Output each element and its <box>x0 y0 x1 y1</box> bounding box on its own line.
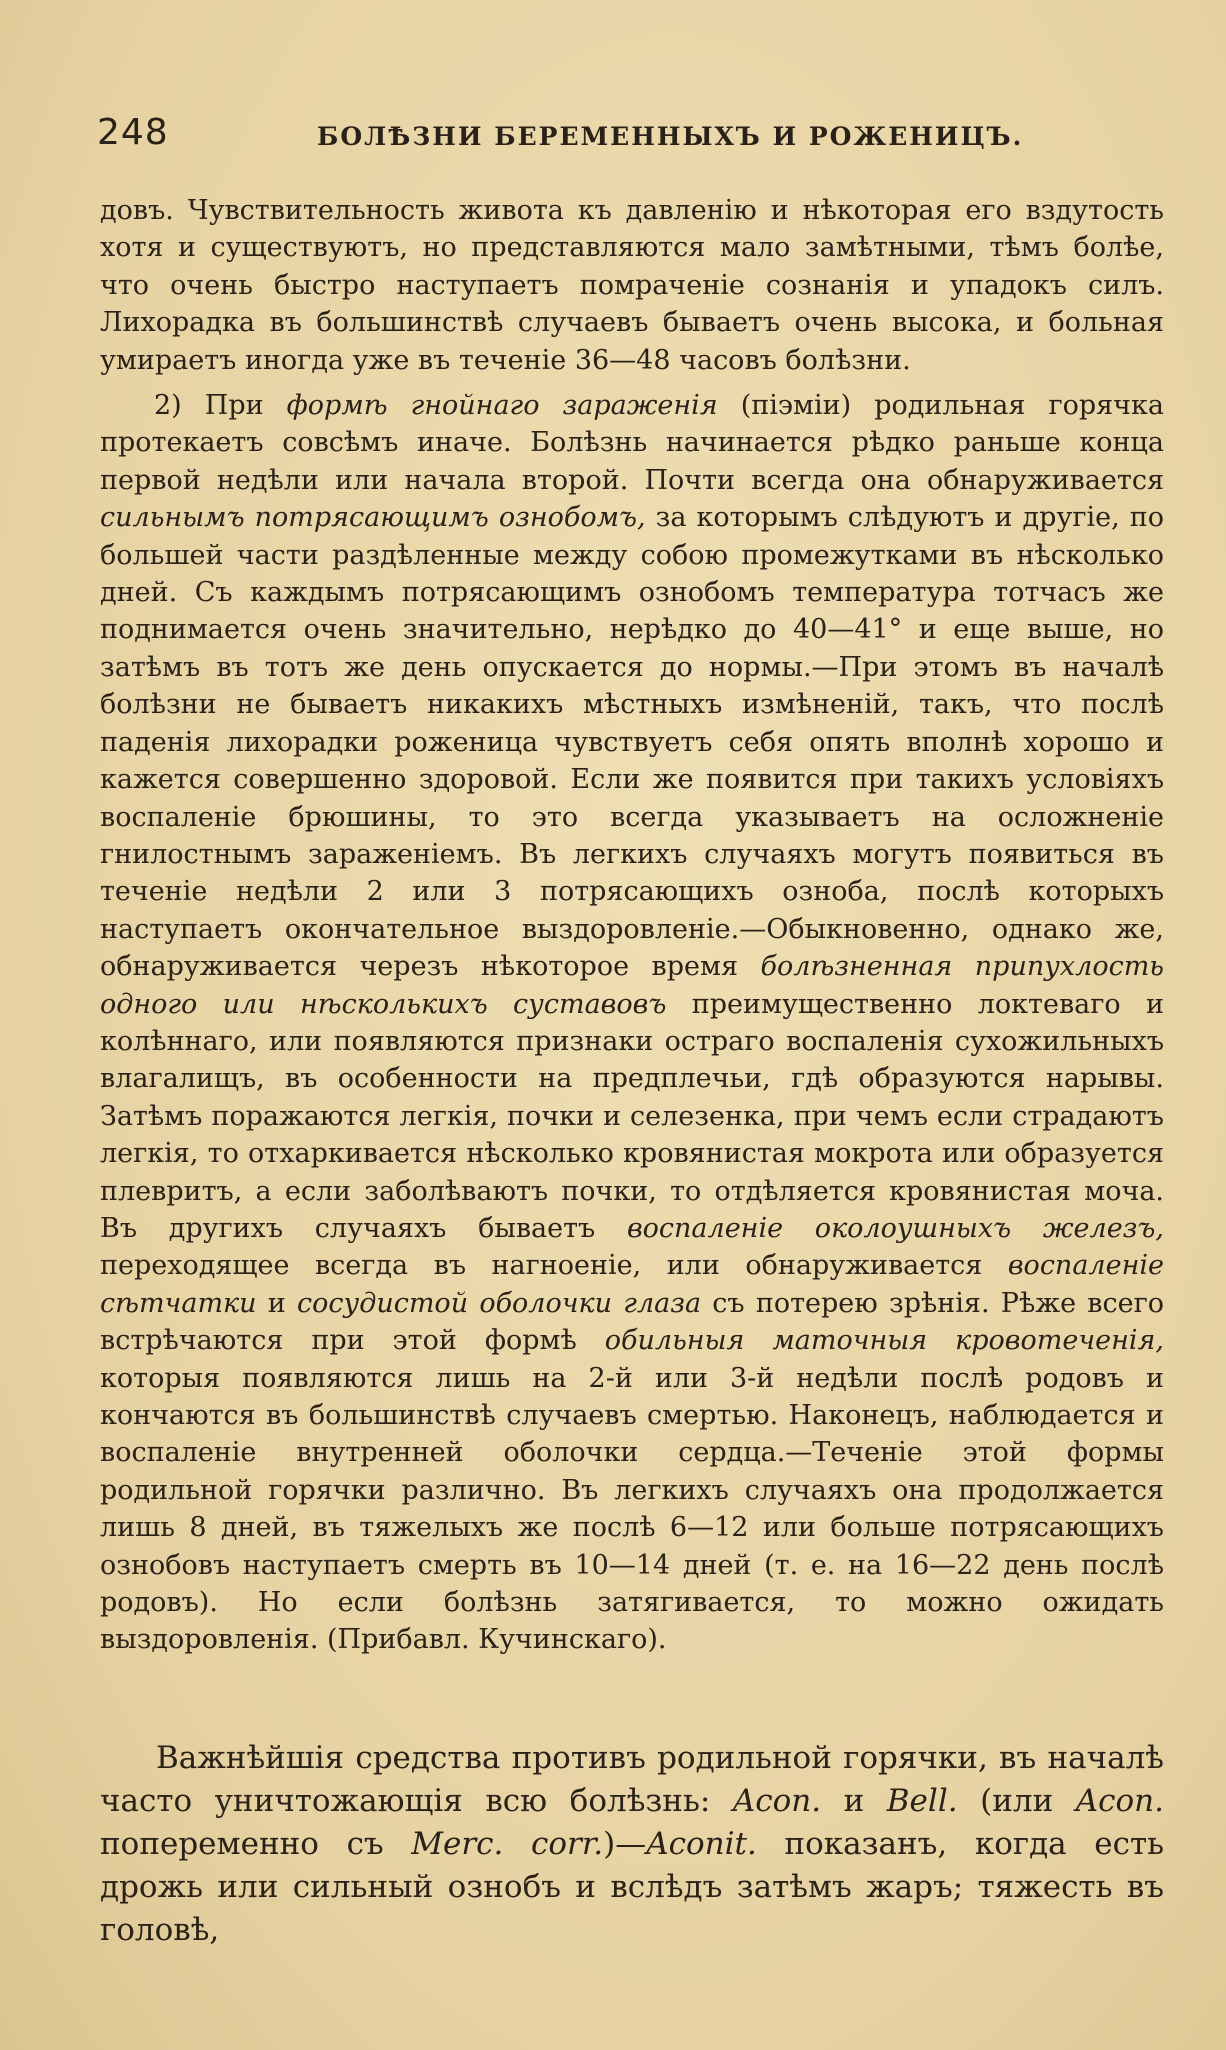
paragraph-remedies <box>100 1737 1164 1952</box>
body-text <box>100 192 1164 1659</box>
remedy-name: Acon. <box>732 1783 822 1819</box>
text-run: )— <box>603 1826 647 1862</box>
text-run: попеременно съ <box>100 1826 412 1862</box>
text-run: которыя появляются лишь на 2-й или 3-й недѣли послѣ родовъ и кончаются въ большинствѣ случаевъ смертью. Наконецъ, наблюдается и воспаленіе внутренней оболочки сердца.—Теченіе этой формы родильной горячки различно. Въ легкихъ случаяхъ она продолжается лишь 8 дней, въ тяжелыхъ же послѣ 6—12 или больше потрясающихъ ознобовъ наступаетъ смерть въ 10—14 дней (т. е. на 16—22 день послѣ родовъ). Но если болѣзнь затягивается, то можно ожидать выздоровленія. (Прибавл. Кучинскаго). <box>100 1362 1164 1656</box>
paragraph-pyemia <box>100 387 1164 1659</box>
text-run: съ потерею зрѣнія. Рѣже всего встрѣчаются при этой формѣ <box>100 1287 1164 1357</box>
text-run: (піэміи) родильная горячка протекаетъ совсѣмъ иначе. Болѣзнь начинается рѣдко раньше конца первой недѣли или начала второй. Почти всегда она обнаруживается <box>100 390 1164 496</box>
text-run: Важнѣйшія средства противъ родильной горячки, въ началѣ часто уничтожающія всю болѣзнь: <box>100 1740 1164 1819</box>
running-title: БОЛѢЗНИ БЕРЕМЕННЫХЪ И РОЖЕНИЦЪ. <box>317 122 1024 151</box>
remedies-section <box>100 1737 1164 1952</box>
emphasis: воспаленіе околоушныхъ железъ, <box>626 1212 1164 1244</box>
page-header <box>97 112 1165 162</box>
text-run: показанъ, когда есть дрожь или сильный ознобъ и вслѣдъ затѣмъ жаръ; тяжесть въ головѣ, <box>100 1826 1164 1948</box>
text-run: 2) При <box>154 390 287 422</box>
text-run: и <box>256 1287 298 1319</box>
emphasis: воспаленіе сѣтчатки <box>100 1250 1164 1319</box>
text-run: преимущественно локтеваго и колѣннаго, или появляются признаки остраго воспаленія сухожильныхъ влагалищъ, въ особенности на предплечьи, гдѣ образуются нарывы. Затѣмъ поражаются легкія, почки и селезенка, при чемъ если страдаютъ легкія, то отхаркивается нѣсколько кровянистая мокрота или образуется плевритъ, а если заболѣваютъ почки, то отдѣляется кровянистая моча. Въ другихъ случаяхъ бываетъ <box>100 988 1164 1244</box>
emphasis: сильнымъ потрясающимъ ознобомъ, <box>100 502 646 534</box>
remedy-name: Merc. corr. <box>411 1826 604 1862</box>
emphasis: сосудистой оболочки глаза <box>297 1287 702 1319</box>
page-number: 248 <box>97 112 169 153</box>
emphasis: обильныя маточныя кровотеченія, <box>604 1325 1164 1357</box>
remedy-name: Aconit. <box>646 1826 757 1862</box>
remedy-name: Acon. <box>1075 1783 1164 1819</box>
text-run: за которымъ слѣдуютъ и другіе, по большей части раздѣленные между собою промежутками въ нѣсколько дней. Съ каждымъ потрясающимъ ознобомъ температура тотчасъ же поднимается очень значительно, нерѣдко до 40—41° и еще выше, но затѣмъ въ тотъ же день опускается до нормы.—При этомъ въ началѣ болѣзни не бываетъ никакихъ мѣстныхъ измѣненій, такъ, что послѣ паденія лихорадки роженица чувствуетъ себя опять вполнѣ хорошо и кажется совершенно здоровой. Если же появится при такихъ условіяхъ воспаленіе брюшины, то это всегда указываетъ на осложненіе гнилостнымъ зараженіемъ. Въ легкихъ случаяхъ могутъ появиться въ теченіе недѣли 2 или 3 потрясающихъ озноба, послѣ которыхъ наступаетъ окончательное выздоровленіе.—Обыкновенно, однако же, обнаруживается черезъ нѣкоторое время <box>100 502 1164 983</box>
text-run: переходящее всегда въ нагноеніе, или обнаруживается <box>100 1250 1008 1282</box>
text-run: и <box>821 1783 887 1819</box>
emphasis: болѣзненная припухлость одного или нѣсколькихъ суставовъ <box>100 951 1165 1020</box>
remedy-name: Bell. <box>886 1783 958 1819</box>
paragraph-continuation: довъ. Чувствительность живота къ давленію и нѣкоторая его вздутость хотя и существуютъ, но представляются мало замѣтными, тѣмъ болѣе, что очень быстро наступаетъ помраченіе сознанія и упадокъ силъ. Лихорадка въ большинствѣ случаевъ бываетъ очень высока, и больная умираетъ иногда уже въ теченіе 36—48 часовъ болѣзни. <box>100 195 1164 376</box>
emphasis: формѣ гнойнаго зараженія <box>286 390 718 422</box>
text-run: (или <box>957 1783 1076 1819</box>
